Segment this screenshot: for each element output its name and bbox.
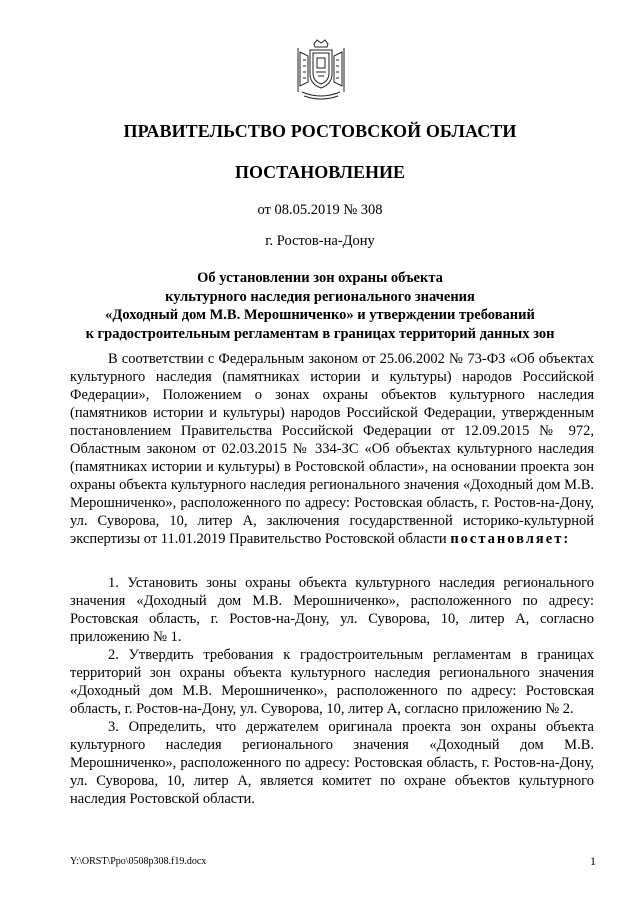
subject-line: «Доходный дом М.В. Мерошниченко» и утверждении требований bbox=[105, 307, 535, 323]
preamble-text: В соответствии с Федеральным законом от 25.06.2002 № 73-ФЗ «Об объектах культурного наследия (памятниках истории и культуры) народов Российской Федерации», Положением о зонах охраны объектов культурного наследия (памятников истории и культуры) народов Российской Федерации, утвержденным постановлением Правительства Российской Федерации от 12.09.2015 № 972, Областным законом от 02.03.2015 № 334-ЗС «Об объектах культурного наследия (памятниках истории и культуры) в Ростовской области», на основании проекта зон охраны объекта культурного наследия регионального значения «Доходный дом М.В. Мерошниченко», расположенного по адресу: Ростовская область, г. Ростов-на-Дону, ул. Суворова, 10, литер А, заключения государственной историко-культурной экспертизы от 11.01.2019 Правительство Ростовской области bbox=[70, 351, 594, 547]
subject-line: Об установлении зон охраны объекта bbox=[197, 270, 443, 286]
resolution-word: постановляет: bbox=[450, 531, 571, 547]
organization-title: ПРАВИТЕЛЬСТВО РОСТОВСКОЙ ОБЛАСТИ bbox=[123, 121, 517, 141]
document-subject bbox=[60, 269, 580, 343]
resolution-item: 1. Установить зоны охраны объекта культурного наследия регионального значения «Доходный дом М.В. Мерошниченко», расположенного по адресу: Ростовская область, г. Ростов-на-Дону, ул. Суворова, 10, литер А, согласно приложению № 1. bbox=[70, 575, 594, 645]
preamble-paragraph bbox=[70, 350, 594, 548]
document-type: ПОСТАНОВЛЕНИЕ bbox=[234, 162, 406, 182]
footer-page-number: 1 bbox=[590, 854, 596, 868]
resolution-items bbox=[70, 574, 594, 808]
subject-line: культурного наследия регионального значения bbox=[165, 288, 475, 305]
rostov-oblast-coat-of-arms-icon bbox=[294, 38, 348, 102]
resolution-item: 3. Определить, что держателем оригинала проекта зон охраны объекта культурного наследия регионального значения «Доходный дом М.В. Мерошниченко», расположенного по адресу: Ростовская область, г. Ростов-на-Дону, ул. Суворова, 10, литер А, является комитет по охране объектов культурного наследия Ростовской области. bbox=[70, 719, 594, 807]
document-date-number: от 08.05.2019 № 308 bbox=[257, 202, 383, 218]
subject-line: к градостроительным регламентам в границах территорий данных зон bbox=[85, 325, 555, 342]
footer-file-path: Y:\ORST\Ppo\0508p308.f19.docx bbox=[70, 856, 207, 867]
document-city: г. Ростов-на-Дону bbox=[265, 233, 375, 249]
resolution-item: 2. Утвердить требования к градостроительным регламентам в границах территорий зон охраны объекта культурного наследия регионального значения «Доходный дом М.В. Мерошниченко», расположенного по адресу: Ростовская область, г. Ростов-на-Дону, ул. Суворова, 10, литер А, согласно приложению № 2. bbox=[70, 647, 594, 717]
